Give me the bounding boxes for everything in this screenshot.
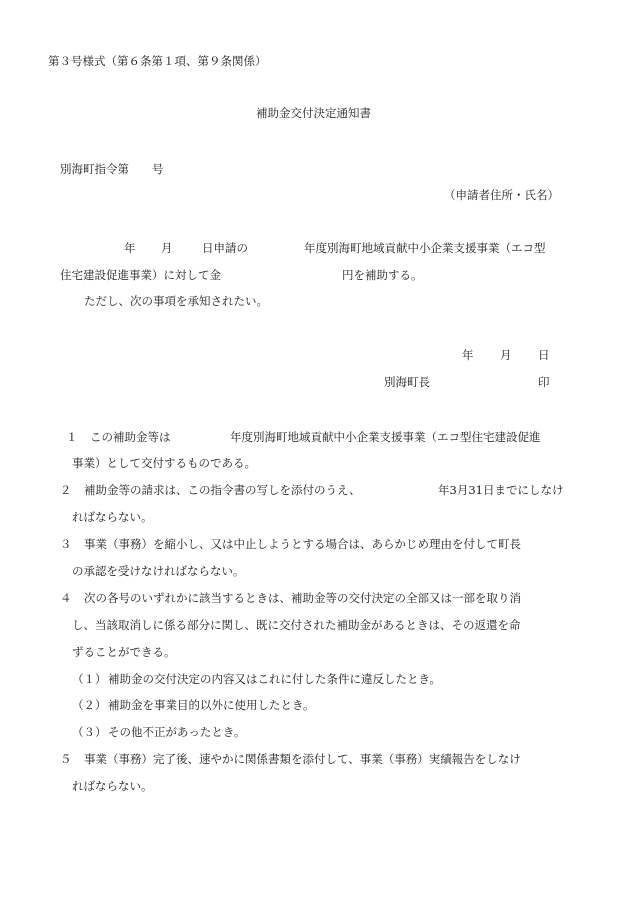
notice-line2-text: 住宅建設促進事業）に対して金	[60, 268, 221, 282]
condition-4-line-3: ずることができる。	[72, 645, 176, 659]
condition-5-number: ５	[60, 752, 72, 766]
condition-4-sub-3-text: その他不正があったとき。	[108, 725, 246, 739]
condition-2-line-2: ればならない。	[72, 510, 153, 524]
condition-5-line-1: 事業（事務）完了後、速やかに関係書類を添付して、事業（事務）実績報告をしなけ	[84, 752, 521, 766]
condition-1-text-a: この補助金等は	[90, 430, 171, 444]
notice-month: 月	[161, 241, 173, 255]
condition-2-text-b: 年3月31日までにしなけ	[438, 483, 564, 497]
condition-3-line-1: 事業（事務）を縮小し、又は中止しようとする場合は、あらかじめ理由を付して町長	[84, 537, 521, 551]
document-title: 補助金交付決定通知書	[256, 106, 371, 120]
condition-5-line-2: ればならない。	[72, 779, 153, 793]
condition-4-sub-2-number: （２）	[72, 698, 107, 712]
notice-amount: 円を補助する。	[342, 268, 423, 282]
condition-4-line-2: し、当該取消しに係る部分に関し、既に交付された補助金があるときは、その返還を命	[72, 618, 521, 632]
condition-1-line-2: 事業）として交付するものである。	[72, 456, 256, 470]
notice-year: 年	[124, 241, 136, 255]
seal-mark: 印	[538, 375, 550, 389]
condition-2-text-a: 補助金等の請求は、この指令書の写しを添付のうえ、	[84, 483, 361, 497]
condition-4-sub-1-number: （１）	[72, 672, 107, 686]
condition-1-number: １	[66, 430, 78, 444]
recipient-label: （申請者住所・氏名）	[444, 188, 559, 202]
condition-1-text-b: 年度別海町地域貢献中小企業支援事業（エコ型住宅建設促進	[230, 430, 541, 444]
signature-month: 月	[500, 348, 512, 362]
condition-2-number: ２	[60, 483, 72, 497]
mayor-title: 別海町長	[384, 375, 430, 389]
signature-day: 日	[538, 348, 550, 362]
condition-3-line-2: の承認を受けなければならない。	[72, 564, 245, 578]
signature-year: 年	[462, 348, 474, 362]
condition-4-sub-2-text: 補助金を事業目的以外に使用したとき。	[108, 698, 315, 712]
designation-number: 別海町指令第 号	[60, 162, 164, 176]
notice-project: 年度別海町地域貢献中小企業支援事業（エコ型	[304, 241, 546, 255]
form-label: 第３号様式（第６条第１項、第９条関係）	[48, 54, 267, 68]
condition-4-sub-1-text: 補助金の交付決定の内容又はこれに付した条件に違反したとき。	[108, 672, 442, 686]
condition-4-sub-3-number: （３）	[72, 725, 107, 739]
condition-3-number: ３	[60, 537, 72, 551]
condition-4-line-1: 次の各号のいずれかに該当するときは、補助金等の交付決定の全部又は一部を取り消	[84, 591, 521, 605]
notice-day: 日申請の	[202, 241, 248, 255]
notice-note: ただし、次の事項を承知されたい。	[84, 294, 268, 308]
condition-4-number: ４	[60, 591, 72, 605]
